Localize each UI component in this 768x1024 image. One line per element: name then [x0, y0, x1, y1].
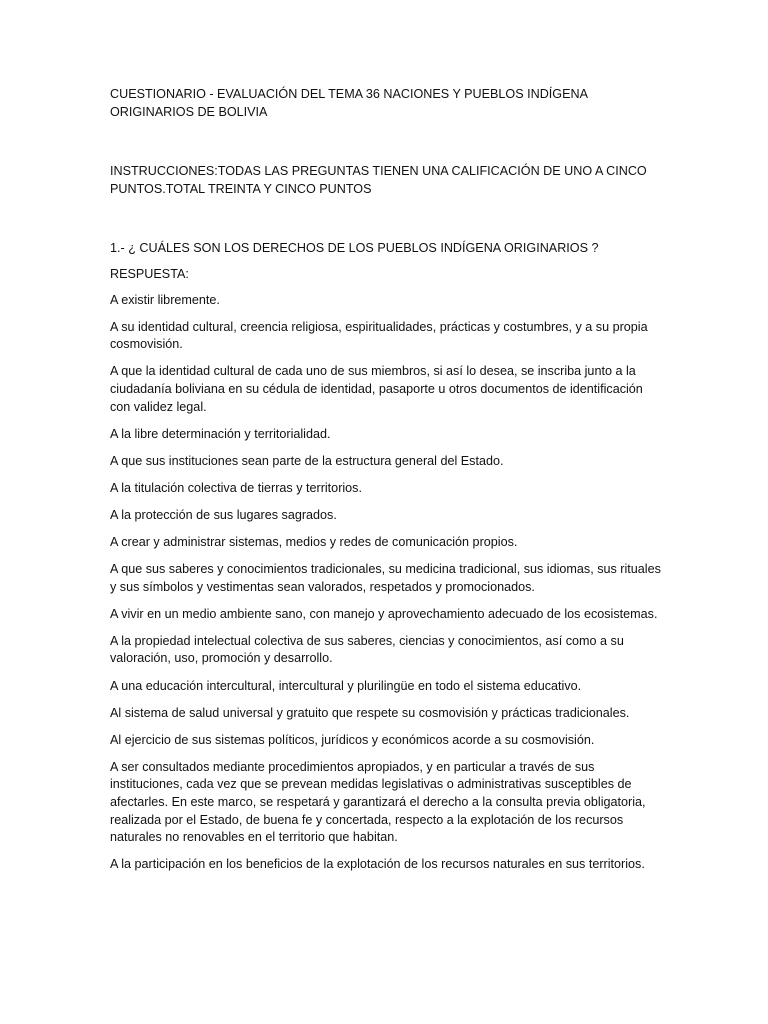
document-page: [110, 86, 662, 883]
answer-item: A que la identidad cultural de cada uno de sus miembros, si así lo desea, se inscriba junto a la ciudadanía boliviana en su cédula de identidad, pasaporte u otros documentos de identificación con validez legal.: [110, 364, 643, 414]
document-title: CUESTIONARIO - EVALUACIÓN DEL TEMA 36 NACIONES Y PUEBLOS INDÍGENA ORIGINARIOS DE BOLIVIA: [110, 87, 588, 119]
answer-item: A su identidad cultural, creencia religiosa, espiritualidades, prácticas y costumbres, y a su propia cosmovisión.: [110, 319, 648, 352]
answer-item: A que sus instituciones sean parte de la estructura general del Estado.: [110, 453, 504, 468]
answer-item: A vivir en un medio ambiente sano, con manejo y aprovechamiento adecuado de los ecosistemas.: [110, 606, 658, 621]
answer-item: A la protección de sus lugares sagrados.: [110, 507, 337, 522]
answer-item: A la libre determinación y territorialidad.: [110, 426, 331, 441]
answer-item: A la propiedad intelectual colectiva de sus saberes, ciencias y conocimientos, así como a su valoración, uso, promoción y desarrollo.: [110, 633, 624, 666]
question-text: 1.- ¿ CUÁLES SON LOS DERECHOS DE LOS PUEBLOS INDÍGENA ORIGINARIOS ?: [110, 241, 599, 256]
answer-item: A la participación en los beneficios de la explotación de los recursos naturales en sus territorios.: [110, 857, 645, 872]
answer-item: A crear y administrar sistemas, medios y redes de comunicación propios.: [110, 535, 518, 549]
answer-item: A que sus saberes y conocimientos tradicionales, su medicina tradicional, sus idiomas, sus rituales y sus símbolos y vestimentas sean valorados, respetados y promocionados.: [110, 562, 661, 594]
answer-label: RESPUESTA:: [110, 266, 189, 281]
instructions-text: INSTRUCCIONES:TODAS LAS PREGUNTAS TIENEN UNA CALIFICACIÓN DE UNO A CINCO PUNTOS.TOTAL TREINTA Y CINCO PUNTOS: [110, 164, 647, 196]
answer-item: A la titulación colectiva de tierras y territorios.: [110, 480, 362, 495]
answer-item: A ser consultados mediante procedimientos apropiados, y en particular a través de sus instituciones, cada vez que se prevean medidas legislativas o administrativas susceptibles de afectarles. En este marco, se respetará y garantizará el derecho a la consulta previa obligatoria, realizada por el Estado, de buena fe y concertada, respecto a la explotación de los recursos naturales no renovables en el territorio que habitan.: [110, 759, 646, 845]
answer-item: Al sistema de salud universal y gratuito que respete su cosmovisión y prácticas tradicionales.: [110, 705, 630, 720]
answer-list: [110, 292, 662, 874]
answer-item: A existir libremente.: [110, 292, 220, 307]
answer-item: A una educación intercultural, intercultural y plurilingüe en todo el sistema educativo.: [110, 678, 582, 693]
answer-item: Al ejercicio de sus sistemas políticos, jurídicos y económicos acorde a su cosmovisión.: [110, 732, 595, 747]
